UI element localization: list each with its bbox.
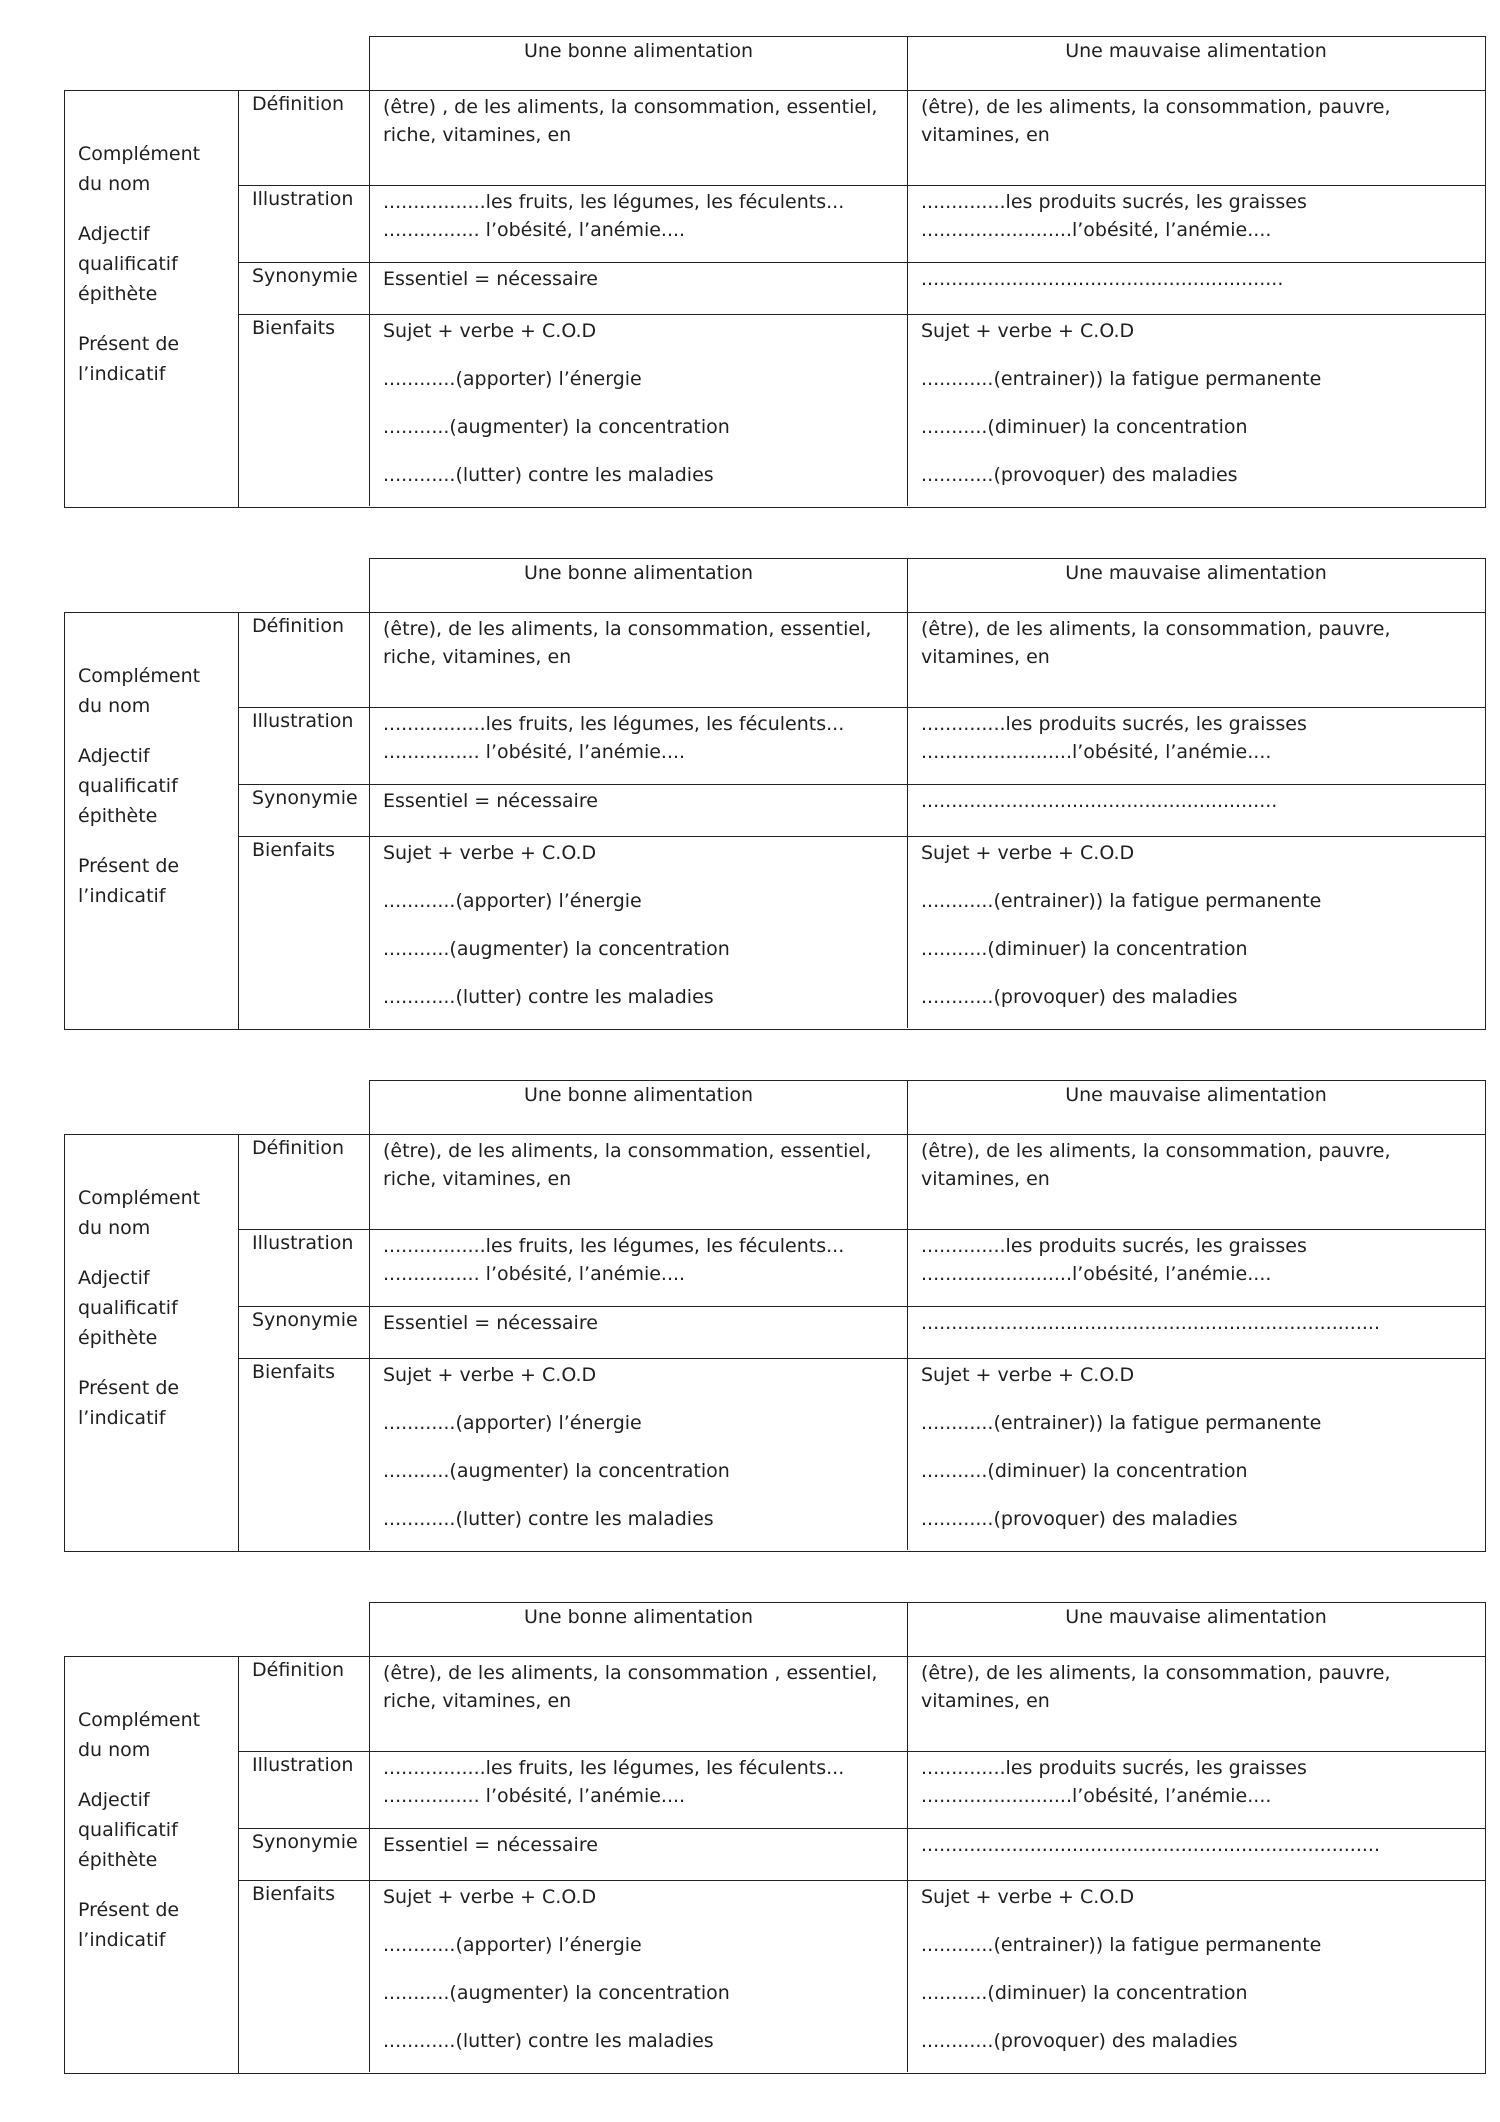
row-label: Bienfaits xyxy=(239,837,370,1028)
cell-good xyxy=(370,1752,908,1828)
cell-line: ..............les produits sucrés, les graisses xyxy=(921,1235,1307,1257)
cell-good: Essentiel = nécessaire xyxy=(370,263,908,314)
cell-bad xyxy=(908,186,1485,262)
cell-line: ...........(augmenter) la concentration xyxy=(383,416,730,438)
cell-line: Sujet + verbe + C.O.D xyxy=(921,320,1135,342)
row-illustration xyxy=(239,1230,1485,1307)
cell-line: Sujet + verbe + C.O.D xyxy=(383,1886,597,1908)
cell-line: ............(lutter) contre les maladies xyxy=(383,2030,714,2052)
cell-line: Sujet + verbe + C.O.D xyxy=(383,1364,597,1386)
alimentation-table xyxy=(64,1080,1486,1552)
grammar-point: Présent de l’indicatif xyxy=(78,1899,180,1951)
row-synonymie xyxy=(239,785,1485,837)
cell-line: ...........(augmenter) la concentration xyxy=(383,1982,730,2004)
header-good-diet: Une bonne alimentation xyxy=(369,1080,908,1135)
row-bienfaits xyxy=(239,1359,1485,1550)
row-label: Définition xyxy=(239,1657,370,1751)
cell-bad: ............................................................................ xyxy=(921,1312,1381,1334)
row-synonymie xyxy=(239,1829,1485,1881)
row-illustration xyxy=(239,708,1485,785)
cell-line: ..............les produits sucrés, les graisses xyxy=(921,1757,1307,1779)
cell-good: Essentiel = nécessaire xyxy=(370,1829,908,1880)
cell-line: ..............les produits sucrés, les graisses xyxy=(921,191,1307,213)
cell-good xyxy=(370,1230,908,1306)
cell-line: ............(apporter) l’énergie xyxy=(383,1412,642,1434)
row-label: Définition xyxy=(239,1135,370,1229)
row-bienfaits xyxy=(239,837,1485,1028)
cell-line: ............(lutter) contre les maladies xyxy=(383,1508,714,1530)
cell-line: ...........(augmenter) la concentration xyxy=(383,1460,730,1482)
row-label: Illustration xyxy=(239,186,370,262)
cell-bad: (être), de les aliments, la consommation, pauvre, vitamines, en xyxy=(921,618,1391,668)
cell-line: ............(lutter) contre les maladies xyxy=(383,986,714,1008)
cell-good xyxy=(370,837,908,1028)
cell-line: ............(apporter) l’énergie xyxy=(383,368,642,390)
grammar-column xyxy=(65,1135,239,1551)
cell-line: ................ l’obésité, l’anémie.... xyxy=(383,1263,686,1285)
row-label: Définition xyxy=(239,91,370,185)
row-illustration xyxy=(239,1752,1485,1829)
header-good-diet: Une bonne alimentation xyxy=(369,558,908,613)
cell-line: .................les fruits, les légumes, les féculents... xyxy=(383,713,845,735)
cell-line: ............(provoquer) des maladies xyxy=(921,2030,1238,2052)
grammar-point: Adjectif qualificatif épithète xyxy=(78,1267,178,1349)
cell-line: ............(entrainer)) la fatigue permanente xyxy=(921,1412,1322,1434)
grammar-point: Complément du nom xyxy=(78,665,201,717)
cell-line: .........................l’obésité, l’anémie.... xyxy=(921,1785,1272,1807)
cell-line: ...........(augmenter) la concentration xyxy=(383,938,730,960)
grammar-point: Complément du nom xyxy=(78,1709,201,1761)
cell-bad xyxy=(908,315,1485,506)
cell-line: .................les fruits, les légumes, les féculents... xyxy=(383,1235,845,1257)
row-definition xyxy=(239,613,1485,708)
row-label: Bienfaits xyxy=(239,1359,370,1550)
row-definition xyxy=(239,91,1485,186)
cell-bad: (être), de les aliments, la consommation, pauvre, vitamines, en xyxy=(921,1662,1391,1712)
cell-bad xyxy=(908,1752,1485,1828)
cell-line: ..............les produits sucrés, les graisses xyxy=(921,713,1307,735)
grammar-point: Présent de l’indicatif xyxy=(78,333,180,385)
row-synonymie xyxy=(239,263,1485,315)
cell-bad xyxy=(908,708,1485,784)
cell-line: ................ l’obésité, l’anémie.... xyxy=(383,219,686,241)
alimentation-table xyxy=(64,1602,1486,2074)
table-body xyxy=(64,1134,1486,1552)
cell-line: .........................l’obésité, l’anémie.... xyxy=(921,219,1272,241)
grammar-point: Complément du nom xyxy=(78,143,201,195)
grammar-point: Adjectif qualificatif épithète xyxy=(78,223,178,305)
cell-good xyxy=(370,708,908,784)
cell-bad: (être), de les aliments, la consommation, pauvre, vitamines, en xyxy=(921,96,1391,146)
grammar-column xyxy=(65,91,239,507)
alimentation-table xyxy=(64,36,1486,508)
row-label: Bienfaits xyxy=(239,315,370,506)
cell-line: ............(entrainer)) la fatigue permanente xyxy=(921,368,1322,390)
row-label: Illustration xyxy=(239,1230,370,1306)
row-label: Bienfaits xyxy=(239,1881,370,2072)
row-definition xyxy=(239,1135,1485,1230)
cell-bad xyxy=(908,1881,1485,2072)
cell-good: (être), de les aliments, la consommation, essentiel, riche, vitamines, en xyxy=(370,1135,908,1229)
grammar-point: Adjectif qualificatif épithète xyxy=(78,1789,178,1871)
cell-line: .........................l’obésité, l’anémie.... xyxy=(921,1263,1272,1285)
row-bienfaits xyxy=(239,315,1485,506)
cell-line: Sujet + verbe + C.O.D xyxy=(921,842,1135,864)
cell-line: ...........(diminuer) la concentration xyxy=(921,938,1248,960)
grammar-column xyxy=(65,613,239,1029)
cell-bad xyxy=(908,1359,1485,1550)
cell-line: ................ l’obésité, l’anémie.... xyxy=(383,1785,686,1807)
row-label: Synonymie xyxy=(239,1829,370,1880)
cell-bad: (être), de les aliments, la consommation, pauvre, vitamines, en xyxy=(921,1140,1391,1190)
row-label: Synonymie xyxy=(239,263,370,314)
cell-line: Sujet + verbe + C.O.D xyxy=(383,320,597,342)
header-bad-diet: Une mauvaise alimentation xyxy=(907,1602,1486,1657)
header-good-diet: Une bonne alimentation xyxy=(369,1602,908,1657)
row-illustration xyxy=(239,186,1485,263)
row-label: Synonymie xyxy=(239,785,370,836)
alimentation-table xyxy=(64,558,1486,1030)
cell-good: (être), de les aliments, la consommation, essentiel, riche, vitamines, en xyxy=(370,613,908,707)
table-body xyxy=(64,90,1486,508)
cell-line: ...........(diminuer) la concentration xyxy=(921,416,1248,438)
cell-line: ............(lutter) contre les maladies xyxy=(383,464,714,486)
cell-line: ............(apporter) l’énergie xyxy=(383,1934,642,1956)
grammar-point: Complément du nom xyxy=(78,1187,201,1239)
cell-line: .................les fruits, les légumes, les féculents... xyxy=(383,191,845,213)
header-bad-diet: Une mauvaise alimentation xyxy=(907,558,1486,613)
cell-line: ............(provoquer) des maladies xyxy=(921,1508,1238,1530)
row-label: Illustration xyxy=(239,1752,370,1828)
grammar-point: Présent de l’indicatif xyxy=(78,1377,180,1429)
header-good-diet: Une bonne alimentation xyxy=(369,36,908,91)
row-label: Illustration xyxy=(239,708,370,784)
cell-good xyxy=(370,1881,908,2072)
cell-line: ................ l’obésité, l’anémie.... xyxy=(383,741,686,763)
grammar-column xyxy=(65,1657,239,2073)
row-bienfaits xyxy=(239,1881,1485,2072)
row-definition xyxy=(239,1657,1485,1752)
cell-bad: ............................................................................ xyxy=(921,1834,1381,1856)
row-synonymie xyxy=(239,1307,1485,1359)
table-body xyxy=(64,612,1486,1030)
cell-line: Sujet + verbe + C.O.D xyxy=(921,1886,1135,1908)
cell-line: ...........(diminuer) la concentration xyxy=(921,1982,1248,2004)
cell-good: Essentiel = nécessaire xyxy=(370,785,908,836)
cell-good: Essentiel = nécessaire xyxy=(370,1307,908,1358)
cell-line: ............(provoquer) des maladies xyxy=(921,464,1238,486)
cell-good xyxy=(370,1359,908,1550)
row-label: Définition xyxy=(239,613,370,707)
cell-line: ............(entrainer)) la fatigue permanente xyxy=(921,1934,1322,1956)
cell-good xyxy=(370,186,908,262)
cell-bad xyxy=(908,1230,1485,1306)
table-body xyxy=(64,1656,1486,2074)
cell-line: ............(apporter) l’énergie xyxy=(383,890,642,912)
cell-line: ...........(diminuer) la concentration xyxy=(921,1460,1248,1482)
header-bad-diet: Une mauvaise alimentation xyxy=(907,36,1486,91)
cell-good xyxy=(370,315,908,506)
row-label: Synonymie xyxy=(239,1307,370,1358)
cell-bad xyxy=(908,837,1485,1028)
cell-bad: ........................................................... xyxy=(921,790,1278,812)
cell-good: (être), de les aliments, la consommation , essentiel, riche, vitamines, en xyxy=(370,1657,908,1751)
cell-line: Sujet + verbe + C.O.D xyxy=(383,842,597,864)
grammar-point: Adjectif qualificatif épithète xyxy=(78,745,178,827)
header-bad-diet: Une mauvaise alimentation xyxy=(907,1080,1486,1135)
cell-line: Sujet + verbe + C.O.D xyxy=(921,1364,1135,1386)
cell-line: ............(provoquer) des maladies xyxy=(921,986,1238,1008)
cell-bad: ............................................................ xyxy=(921,268,1284,290)
cell-line: .................les fruits, les légumes, les féculents... xyxy=(383,1757,845,1779)
cell-line: .........................l’obésité, l’anémie.... xyxy=(921,741,1272,763)
cell-good: (être) , de les aliments, la consommation, essentiel, riche, vitamines, en xyxy=(370,91,908,185)
cell-line: ............(entrainer)) la fatigue permanente xyxy=(921,890,1322,912)
grammar-point: Présent de l’indicatif xyxy=(78,855,180,907)
